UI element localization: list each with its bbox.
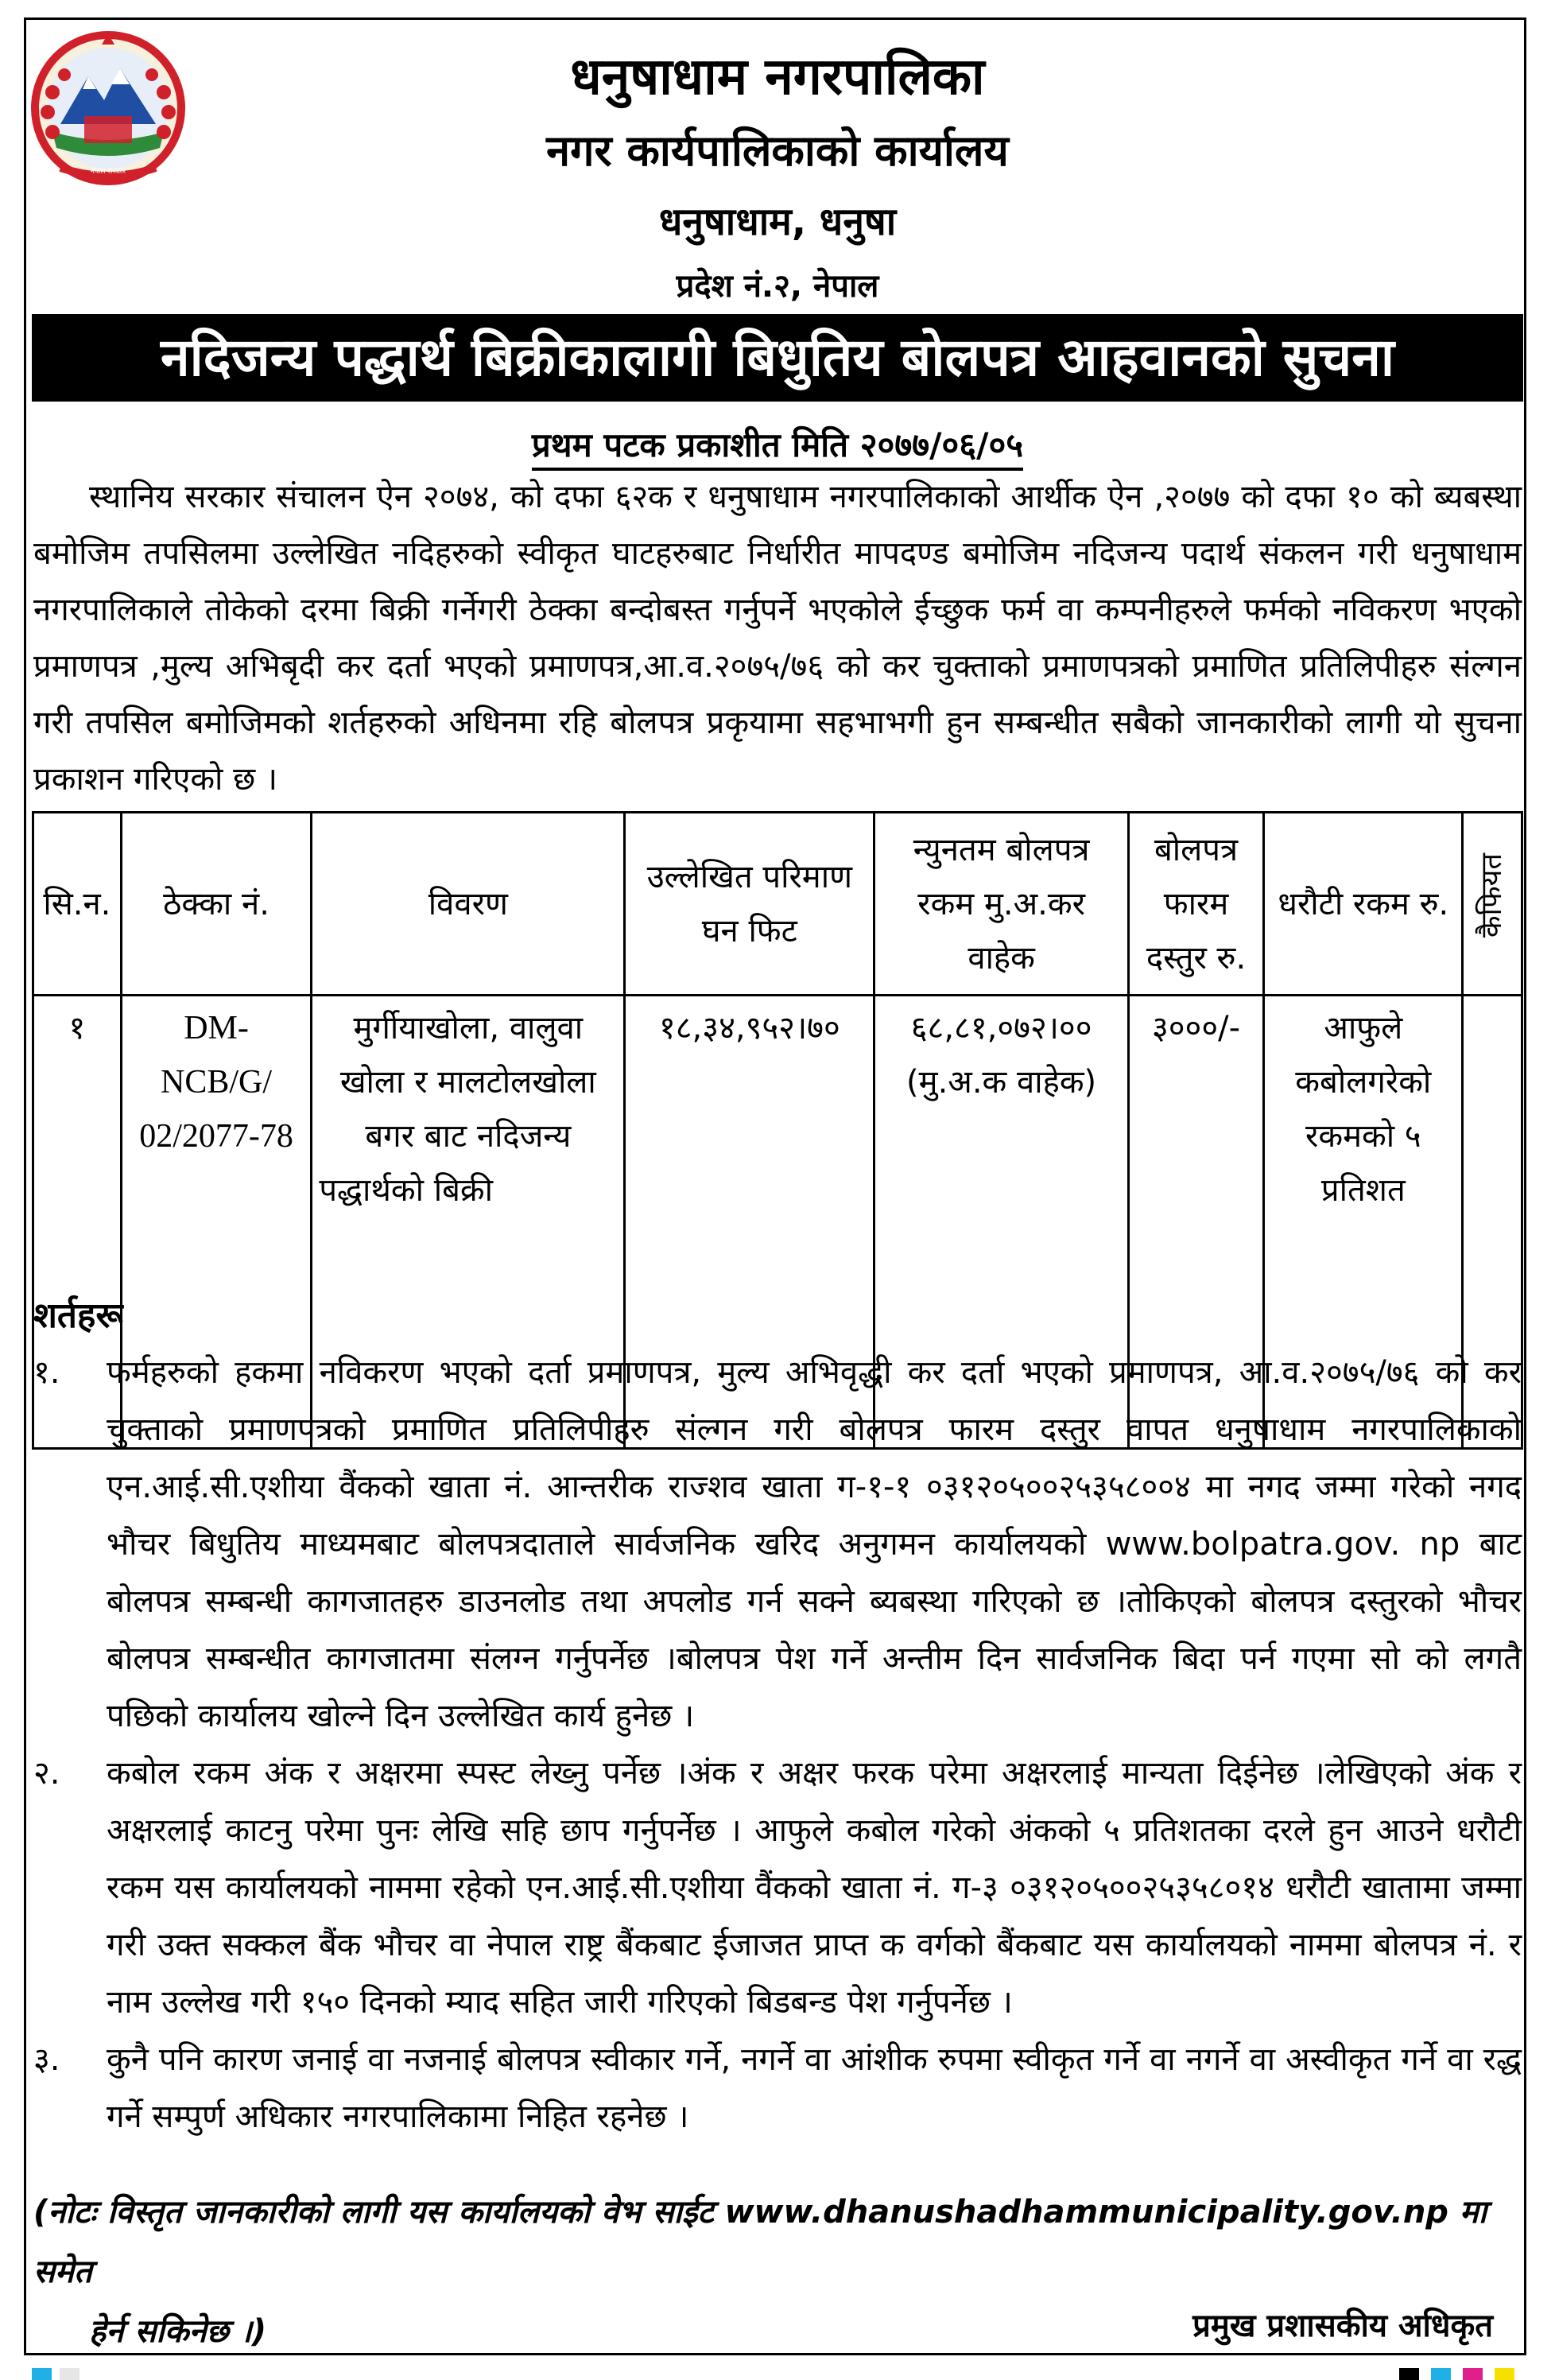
website-note-line2: हेर्न सकिनेछ ।)	[89, 2313, 267, 2350]
svg-text:नेपाल सरकार: नेपाल सरकार	[90, 168, 126, 176]
condition-number: १.	[33, 1354, 60, 1391]
table-header-row	[33, 813, 1522, 996]
condition-number: २.	[33, 1755, 60, 1792]
province-line: प्रदेश नं.२, नेपाल	[676, 268, 879, 305]
col-header-deposit: धरौटी रकम रु.	[1264, 813, 1463, 996]
list-item	[33, 1344, 1522, 1745]
cell-min-bid-value: ६८,८१,०७२।००	[910, 1010, 1092, 1046]
col-header-sn: सि.न.	[33, 813, 122, 996]
notice-title-banner: नदिजन्य पद्धार्थ बिक्रीकालागी बिधुतिय बोलपत्र आहवानको सुचना	[32, 314, 1523, 402]
conditions-title: शर्तहरू	[33, 1295, 123, 1336]
col-header-description: विवरण	[312, 813, 625, 996]
office-name: नगर कार्यपालिकाको कार्यालय	[546, 126, 1009, 176]
col-header-min-bid: न्युनतम बोलपत्र रकम मु.अ.कर वाहेक	[874, 813, 1128, 996]
cell-description: मुर्गीयाखोला, वालुवा खोला र मालटोलखोला बगर बाट नदिजन्य पद्धार्थको बिक्री	[312, 996, 625, 1449]
cell-form-fee: ३०००/-	[1128, 996, 1263, 1449]
list-item	[33, 2031, 1522, 2145]
publication-date	[0, 421, 1555, 467]
col-header-quantity: उल्लेखित परिमाण घन फिट	[625, 813, 874, 996]
condition-number: ३.	[33, 2041, 60, 2078]
col-header-contract-no: ठेक्का नं.	[121, 813, 312, 996]
col-header-remarks-text: कैफियत	[1476, 852, 1509, 938]
condition-text: कबोल रकम अंक र अक्षरमा स्पस्ट लेख्नु पर्नेछ ।अंक र अक्षर फरक परेमा अक्षरलाई मान्यता दिईनेछ ।लेखिएको अंक र अक्षरलाई काटनु परेमा पुनः लेखि सहि छाप गर्नुपर्नेछ । आफुले कबोल गरेको अंकको ५ प्रतिशतका दरले हुन आउने धरौटी रकम यस कार्यालयको नाममा रहेको एन.आई.सी.एशीया वैंकको खाता नं. ग-३ ०३१२०५००२५३५८०१४ धरौटी खातामा जम्मा गरी उक्त सक्कल बैंक भौचर वा नेपाल राष्ट्र बैंकबाट ईजाजत प्राप्त क वर्गको बैंकबाट यस कार्यालयको नाममा बोलपत्र नं. र नाम उल्लेख गरी १५० दिनको म्याद सहित जारी गरिएको बिडबन्ड पेश गर्नुपर्नेछ ।	[107, 1755, 1522, 2021]
cell-contract-no: DM-NCB/G/ 02/2077-78	[121, 996, 312, 1449]
office-location: धनुषाधाम, धनुषा	[658, 200, 897, 244]
col-header-form-fee: बोलपत्र फारम दस्तुर रु.	[1128, 813, 1263, 996]
condition-text: कुनै पनि कारण जनाई वा नजनाई बोलपत्र स्वीकार गर्ने, नगर्ने वा आंशीक रुपमा स्वीकृत गर्ने वा नगर्ने वा अस्वीकृत गर्ने वा रद्ध गर्ने सम्पुर्ण अधिकार नगरपालिकामा निहित रहनेछ ।	[107, 2041, 1522, 2135]
cell-deposit: आफुले कबोलगरेको रकमको ५ प्रतिशत	[1264, 996, 1463, 1449]
municipality-name: धनुषाधाम नगरपालिका	[570, 48, 985, 107]
col-header-remarks	[1463, 813, 1522, 996]
cell-sn: १	[33, 996, 122, 1449]
signature-title: प्रमुख प्रशासकीय अधिकृत	[1192, 2308, 1493, 2344]
cell-min-bid-note: (मु.अ.क वाहेक)	[906, 1064, 1097, 1101]
publication-date-text: प्रथम पटक प्रकाशीत मिति २०७७/०६/०५	[532, 425, 1023, 471]
print-color-bar	[0, 2362, 1555, 2380]
website-note-line1: (नोटः विस्तृत जानकारीको लागी यस कार्यालयको वेभ साईट www.dhanushadhammunicipality.gov.np मा समेत	[33, 2194, 1487, 2290]
list-item	[33, 1745, 1522, 2031]
conditions-list	[33, 1344, 1522, 2145]
cell-quantity: १८,३४,९५२।७०	[625, 996, 874, 1449]
intro-paragraph: स्थानिय सरकार संचालन ऐन २०७४, को दफा ६२क र धनुषाधाम नगरपालिकाको आर्थीक ऐन ,२०७७ को दफा १० को ब्यबस्था बमोजिम तपसिलमा उल्लेखित नदिहरुको स्वीकृत घाटहरुबाट निर्धारीत मापदण्ड बमोजिम नदिजन्य पदार्थ संकलन गरी धनुषाधाम नगरपालिकाले तोकेको दरमा बिक्री गर्नेगरी ठेक्का बन्दोबस्त गर्नुपर्ने भएकोले ईच्छुक फर्म वा कम्पनीहरुले फर्मको नविकरण भएको प्रमाणपत्र ,मुल्य अभिबृदी कर दर्ता भएको प्रमाणपत्र,आ.व.२०७५/७६ को कर चुक्ताको प्रमाणपत्रको प्रमाणित प्रतिलिपीहरु संल्गन गरी तपसिल बमोजिमको शर्तहरुको अधिनमा रहि बोलपत्र प्रकृयामा सहभाभगी हुन सम्बन्धीत सबैको जानकारीको लागी यो सुचना प्रकाशन गरिएको छ ।	[33, 479, 1522, 798]
condition-text: फर्महरुको हकमा नविकरण भएको दर्ता प्रमाणपत्र, मुल्य अभिवृद्धी कर दर्ता भएको प्रमाणपत्र, आ.व.२०७५/७६ को कर चुक्ताको प्रमाणपत्रको प्रमाणित प्रतिलिपीहरु संल्गन गरी बोलपत्र फारम दस्तुर वापत धनुषाधाम नगरपालिकाको एन.आई.सी.एशीया वैंकको खाता नं. आन्तरीक राज्शव खाता ग-१-१ ०३१२०५००२५३५८००४ मा नगद जम्मा गरेको नगद भौचर बिधुतिय माध्यमबाट बोलपत्रदाताले सार्वजनिक खरिद अनुगमन कार्यालयको www.bolpatra.gov. np बाट बोलपत्र सम्बन्धी कागजातहरु डाउनलोड तथा अपलोड गर्न सक्ने ब्यबस्था गरिएको छ ।तोकिएको बोलपत्र दस्तुरको भौचर बोलपत्र सम्बन्धीत कागजातमा संलग्न गर्नुपर्नेछ ।बोलपत्र पेश गर्ने अन्तीम दिन सार्वजनिक बिदा पर्न गएमा सो को लगतै पछिको कार्यालय खोल्ने दिन उल्लेखित कार्य हुनेछ ।	[107, 1354, 1522, 1734]
